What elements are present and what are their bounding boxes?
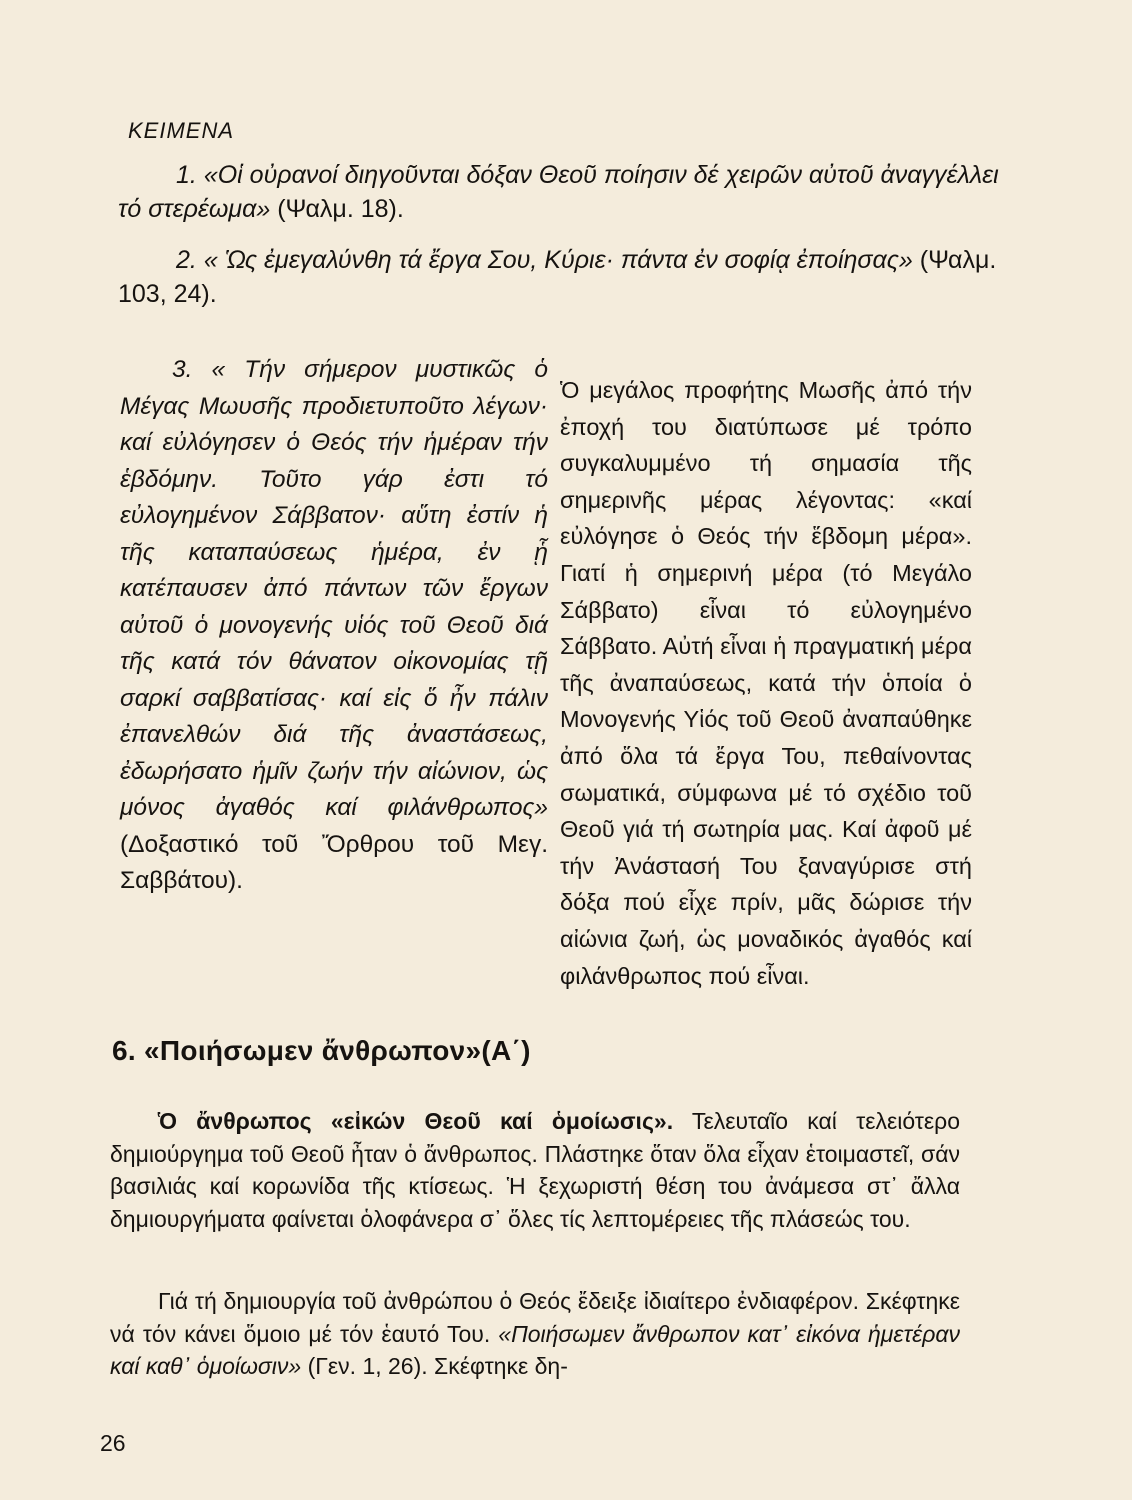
body-paragraph [110,1285,960,1383]
paragraph-text-end: (Γεν. 1, 26). Σκέφτηκε δη- [301,1353,568,1379]
paraphrase-column: Ὁ μεγάλος προφήτης Μωσῆς ἀπό τήν ἐποχή του διατύπωσε μέ τρόπο συγκαλυμμένο τή σημασία τῆς σημερινῆς μέρας λέγοντας: «καί εὐλόγησε ὁ Θεός τήν ἕβδομη μέρα». Γιατί ἡ σημερινή μέρα (τό Μεγάλο Σάββατο) εἶναι τό εὐλογημένο Σάββατο. Αὐτή εἶναι ἡ πραγματική μέρα τῆς ἀναπαύσεως, κατά τήν ὁποία ὁ Μονογενής Υἱός τοῦ Θεοῦ ἀναπαύθηκε ἀπό ὅλα τά ἔργα Του, πεθαίνοντας σωματικά, σύμφωνα μέ τό σχέδιο τοῦ Θεοῦ γιά τή σωτηρία μας. Καί ἀφοῦ μέ τήν Ἀνάστασή Του ξαναγύρισε στή δόξα πού εἶχε πρίν, μᾶς δώρισε τήν αἰώνια ζωή, ὡς μοναδικός ἀγαθός καί φιλάνθρωπος πού εἶναι. [560,377,972,989]
quote-2 [118,243,1003,311]
quote-text: « Ὡς ἐμεγαλύνθη τά ἔργα Σου, Κύριε· πάντα ἐν σοφίᾳ ἐποίησας» [203,246,913,274]
section-label: ΚΕΙΜΕΝΑ [128,118,235,143]
quote-reference: (Ψαλμ. 103, 24). [118,246,997,308]
paragraph-text: Τελευταῖο καί τελειότερο δημιούργημα τοῦ Θεοῦ ἦταν ὁ ἄνθρωπος. Πλάστηκε ὅταν ὅλα εἶχαν ἑτοιμαστεῖ, σάν βασιλιάς καί κορωνίδα τῆς κτίσεως. Ἡ ξεχωριστή θέση του ἀνάμεσα στ᾽ ἄλλα δημιουργήματα φαίνεται ὁλοφάνερα σ᾽ ὅλες τίς λεπτομέρειες τῆς πλάσεώς του. [110,1108,960,1232]
quote-number: 2. [176,246,197,274]
quote-3 [120,352,548,900]
quote-text: « Τήν σήμερον μυστικῶς ὁ Μέγας Μωυσῆς προδιετυποῦτο λέγων· καί εὐλόγησεν ὁ Θεός τήν ἡμέραν τήν ἑβδόμην. Τοῦτο γάρ ἐστι τό εὐλογημένον Σάββατον· αὕτη ἐστίν ἡ τῆς καταπαύσεως ἡμέρα, ἐν ᾗ κατέπαυσεν ἀπό πάντων τῶν ἔργων αὐτοῦ ὁ μονογενής υἱός τοῦ Θεοῦ διά τῆς κατά τόν θάνατον οἰκονομίας τῇ σαρκί σαββατίσας· καί εἰς ὅ ἦν πάλιν ἐπανελθών διά τῆς ἀναστάσεως, ἐδωρήσατο ἡμῖν ζωήν τήν αἰώνιον, ὡς μόνος ἀγαθός καί φιλάνθρωπος» [120,356,548,821]
page-number: 26 [100,1430,126,1456]
scripture-quote: «Ποιήσωμεν ἄνθρωπον κατ᾽ εἰκόνα ἡμετέραν καί καθ᾽ ὁμοίωσιν» [110,1320,960,1379]
quote-reference: (Ψαλμ. 18). [270,195,404,223]
quote-text: «Οἱ οὐρανοί διηγοῦνται δόξαν Θεοῦ ποίησιν δέ χειρῶν αὐτοῦ ἀναγγέλλει τό στερέωμα» [118,161,999,223]
section-heading: 6. «Ποιήσωμεν ἄνθρωπον»(Α΄) [112,1035,531,1066]
paragraph-text: Γιά τή δημιουργία τοῦ ἀνθρώπου ὁ Θεός ἔδειξε ἰδιαίτερο ἐνδιαφέρον. Σκέφτηκε νά τόν κάνει ὅμοιο μέ τόν ἑαυτό Του. [110,1288,960,1347]
paragraph-lead: Ὁ ἄνθρωπος «εἰκών Θεοῦ καί ὁμοίωσις». [158,1108,674,1134]
quote-number: 3. [172,356,193,383]
quote-number: 1. [176,161,197,189]
body-paragraph [110,1105,960,1235]
quote-1 [118,158,1003,226]
quote-reference: (Δοξαστικό τοῦ Ὄρθρου τοῦ Μεγ. Σαββάτου). [120,830,548,894]
